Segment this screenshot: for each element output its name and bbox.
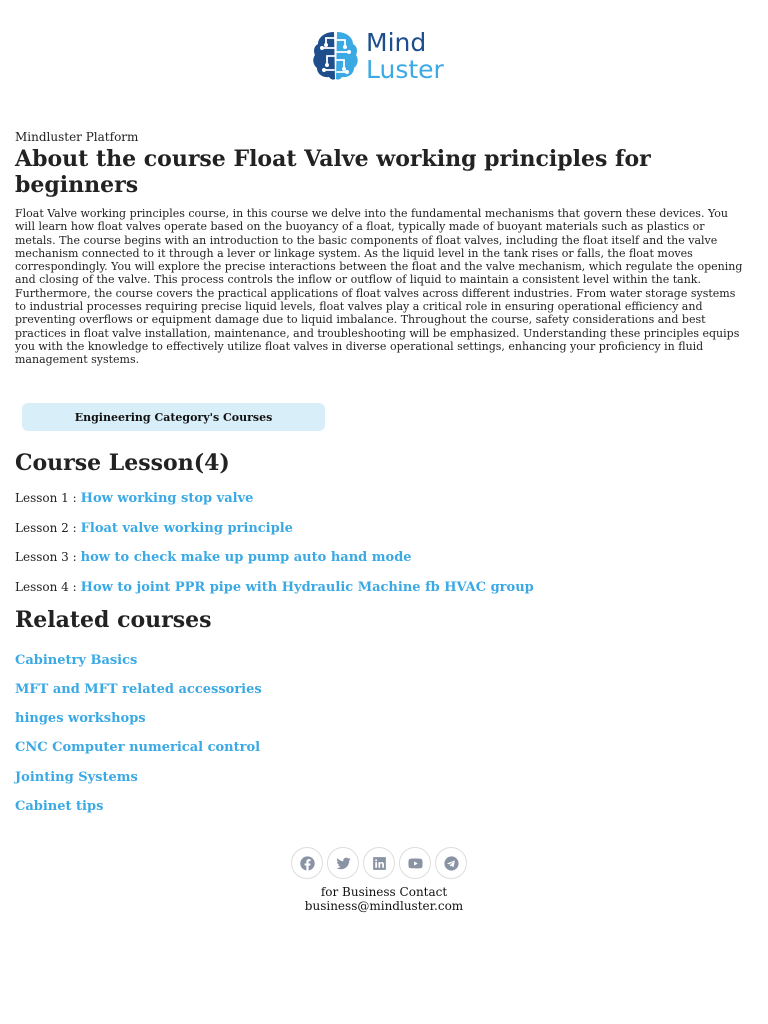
lesson-item bbox=[15, 521, 293, 536]
business-contact bbox=[0, 885, 768, 913]
related-course-item bbox=[15, 795, 103, 814]
related-course-link[interactable]: MFT and MFT related accessories bbox=[15, 682, 262, 697]
related-course-item bbox=[15, 736, 260, 755]
telegram-icon bbox=[443, 855, 460, 872]
lesson-prefix: Lesson 3 : bbox=[15, 550, 77, 564]
related-course-item bbox=[15, 707, 146, 726]
lesson-prefix: Lesson 4 : bbox=[15, 580, 77, 594]
course-description: Float Valve working principles course, in this course we delve into the fundamental mechanisms that govern these devices. You will learn how float valves operate based on the buoyancy of a float, typically made of buoyant materials such as plastics or metals. The course begins with an introduction to the basic components of float valves, including the float itself and the valve mechanism connected to it through a lever or linkage system. As the liquid level in the tank rises or falls, the float moves correspondingly. You will explore the precise interactions between the float and the valve mechanism, which regulate the opening and closing of the valve. This process controls the inflow or outflow of liquid to maintain a consistent level within the tank. Furthermore, the course covers the practical applications of float valves across different industries. From water storage systems to industrial processes requiring precise liquid levels, float valves play a critical role in ensuring operational efficiency and preventing overflows or equipment damage due to liquid imbalance. Throughout the course, safety considerations and best practices in float valve installation, maintenance, and troubleshooting will be emphasized. Understanding these principles equips you with the knowledge to effectively utilize float valves in diverse operational settings, enhancing your proficiency in fluid management systems. bbox=[15, 207, 743, 367]
youtube-button[interactable] bbox=[399, 847, 431, 879]
page-title: About the course Float Valve working principles for beginners bbox=[15, 146, 651, 198]
related-course-link[interactable]: hinges workshops bbox=[15, 711, 146, 726]
logo-wordmark bbox=[366, 29, 444, 82]
lesson-item bbox=[15, 580, 534, 595]
category-courses-button[interactable]: Engineering Category's Courses bbox=[22, 403, 325, 431]
related-course-link[interactable]: Cabinet tips bbox=[15, 799, 104, 814]
telegram-button[interactable] bbox=[435, 847, 467, 879]
platform-label: Mindluster Platform bbox=[15, 130, 139, 144]
related-course-link[interactable]: CNC Computer numerical control bbox=[15, 740, 261, 755]
twitter-icon bbox=[335, 855, 352, 872]
related-course-link[interactable]: Jointing Systems bbox=[15, 770, 138, 785]
linkedin-button[interactable] bbox=[363, 847, 395, 879]
twitter-button[interactable] bbox=[327, 847, 359, 879]
lesson-prefix: Lesson 2 : bbox=[15, 521, 77, 535]
lesson-item bbox=[15, 491, 253, 506]
linkedin-icon bbox=[371, 855, 388, 872]
youtube-icon bbox=[407, 855, 424, 872]
related-course-link[interactable]: Cabinetry Basics bbox=[15, 653, 138, 668]
lesson-link[interactable]: How working stop valve bbox=[80, 491, 254, 506]
lesson-link[interactable]: Float valve working principle bbox=[80, 521, 293, 536]
lesson-item bbox=[15, 550, 412, 565]
mindluster-logo[interactable] bbox=[312, 28, 444, 82]
facebook-icon bbox=[299, 855, 316, 872]
logo-text-mind: Mind bbox=[366, 27, 427, 57]
lesson-link[interactable]: how to check make up pump auto hand mode bbox=[80, 550, 412, 565]
lessons-heading: Course Lesson(4) bbox=[15, 450, 230, 476]
related-course-item bbox=[15, 678, 262, 697]
facebook-button[interactable] bbox=[291, 847, 323, 879]
social-links bbox=[291, 847, 467, 879]
contact-email[interactable]: business@mindluster.com bbox=[304, 899, 464, 913]
contact-label: for Business Contact bbox=[320, 885, 448, 899]
related-courses-heading: Related courses bbox=[15, 607, 212, 633]
logo-text-luster: Luster bbox=[366, 54, 444, 84]
related-course-item bbox=[15, 649, 137, 668]
related-course-item bbox=[15, 766, 138, 785]
lesson-prefix: Lesson 1 : bbox=[15, 491, 77, 505]
course-content bbox=[15, 130, 748, 367]
brain-logo-icon bbox=[312, 28, 360, 82]
lesson-link[interactable]: How to joint PPR pipe with Hydraulic Machine fb HVAC group bbox=[80, 580, 534, 595]
